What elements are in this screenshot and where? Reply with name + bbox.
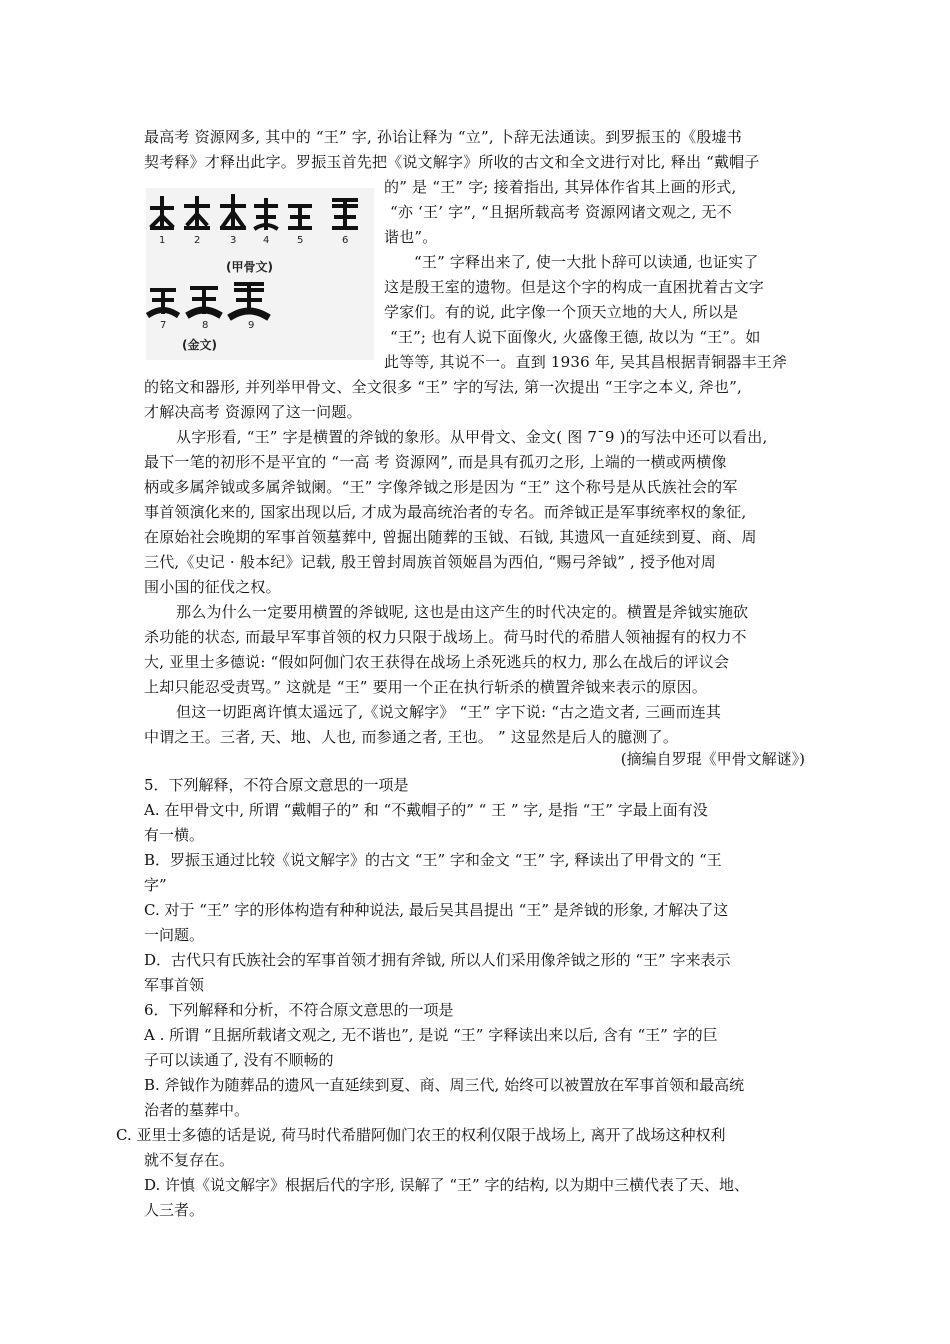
question-5-option-b-cont: 字” — [144, 876, 167, 894]
question-5-option-d-cont: 军事首领 — [144, 976, 205, 994]
passage-line: 中谓之王。三者, 天、地、人也, 而参通之者, 王也。 ” 这显然是后人的臆测了。 — [144, 728, 679, 746]
passage-line: 这是殷王室的遗物。但是这个字的构成一直困扰着古文字 — [384, 278, 765, 296]
question-6-option-d: D. 许慎《说文解字》根据后代的字形, 误解了 “王” 字的结构, 以为期中三横代表了天、地、 — [144, 1176, 749, 1194]
passage-line: 大, 亚里士多德说: “假如阿伽门农王获得在战场上杀死逃兵的权力, 那么在战后的评议会 — [144, 653, 730, 671]
question-5-option-b: B．罗振玉通过比较《说文解字》的古文 “王” 字和金文 “王” 字, 释读出了甲骨文的 “王 — [144, 851, 722, 869]
figure-number: 5 — [297, 235, 304, 246]
question-5-option-a: A. 在甲骨文中, 所谓 “戴帽子的” 和 “不戴帽子的” “ 王 ” 字, 是指 “王” 字最上面有没 — [144, 801, 708, 819]
question-6-option-b: B. 斧钺作为随葬品的遗风一直延续到夏、商、周三代, 始终可以被置放在军事首领和最高统 — [144, 1076, 745, 1094]
oracle-form-2 — [186, 198, 208, 228]
question-5-option-a-cont: 有一横。 — [144, 826, 205, 844]
question-5-option-c: C. 对于 “王” 字的形体构造有种种说法, 最后吴其昌提出 “王” 是斧钺的形象, 才解决了这 — [144, 901, 729, 919]
passage-line: 契考释》才释出此字。罗振玉首先把《说文解字》所收的古文和全文进行对比, 释出 “戴帽子 — [144, 153, 760, 171]
wang-character-figure — [146, 188, 374, 360]
passage-line: 最高考 资源网多, 其中的 “王” 字, 孙诒让释为 “立”, 卜辞无法通读。到罗振玉的《殷墟书 — [144, 128, 742, 146]
question-6-option-d-cont: 人三者。 — [144, 1201, 205, 1219]
passage-line: 柄或多属斧钺或多属斧钺阑。“王” 字像斧钺之形是因为 “王” 这个称号是从氏族社会的军 — [144, 478, 738, 496]
question-6-option-c-cont: 就不复存在。 — [144, 1151, 235, 1169]
figure-number: 2 — [194, 235, 201, 246]
question-5-option-d: D．古代只有氏族社会的军事首领才拥有斧钺, 所以人们采用像斧钺之形的 “王” 字来表示 — [144, 951, 731, 969]
passage-line: 那么为什么一定要用横置的斧钺呢, 这也是由这产生的时代决定的。横置是斧钺实施砍 — [176, 603, 749, 621]
passage-line: 上却只能忍受责骂。” 这就是 “王” 要用一个正在执行斩杀的横置斧钺来表示的原因。 — [144, 678, 708, 696]
passage-line: 谐也”。 — [384, 228, 438, 246]
oracle-form-5 — [290, 206, 310, 228]
question-6-option-c: C. 亚里士多德的话是说, 荷马时代希腊阿伽门农王的权利仅限于战场上, 离开了战场这种权利 — [116, 1126, 726, 1144]
passage-line: 此等等, 其说不一。直到 1936 年, 吴其昌根据青铜器丰王斧 — [384, 353, 788, 371]
figure-caption-bronze: (金文) — [182, 338, 217, 352]
passage-line: 事首领演化来的, 国家出现以后, 才成为最高统治者的专名。而斧钺正是军事统率权的象征, — [144, 503, 747, 521]
question-6-option-b-cont: 治者的墓葬中。 — [144, 1101, 250, 1119]
figure-number: 7 — [160, 320, 167, 331]
passage-line: 在原始社会晚期的军事首领墓葬中, 曾掘出随葬的玉钺、石钺, 其遗风一直延续到夏、商、周 — [144, 528, 757, 546]
bronze-form-7 — [150, 290, 176, 314]
passage-line: 围小国的征伐之权。 — [144, 578, 281, 596]
question-6-title: 6．下列解释和分析，不符合原文意思的一项是 — [144, 1001, 454, 1019]
oracle-form-1 — [152, 198, 172, 228]
bronze-form-8 — [190, 288, 218, 314]
passage-line: 的铭文和器形, 并列举甲骨文、全文很多 “王” 字的写法, 第一次提出 “王字之本义, 斧也”, — [144, 378, 742, 396]
oracle-form-3 — [222, 196, 244, 228]
figure-number: 1 — [159, 235, 166, 246]
passage-line: 但这一切距离许慎太遥远了,《说文解字》 “王” 字下说: “古之造文者, 三画而连其 — [176, 703, 722, 721]
passage-line: “亦 ‘王’ 字”, “且据所载高考 资源网诸文观之, 无不 — [390, 203, 732, 221]
passage-line: 三代,《史记 · 般本纪》记载, 殷王曾封周族首领姬昌为西伯, “赐弓斧钺” , 授予他对周 — [144, 553, 716, 571]
figure-number: 8 — [202, 320, 209, 331]
figure-number: 3 — [230, 235, 237, 246]
figure-number: 4 — [263, 235, 270, 246]
passage-line: 最下一笔的初形不是平宜的 “一高 考 资源网”, 而是具有孤刃之形, 上端的一横或两横像 — [144, 453, 727, 471]
passage-line: “王”; 也有人说下面像火, 火盛像王德, 故以为 “王”。如 — [390, 328, 761, 346]
passage-line: 的” 是 “王” 字; 接着指出, 其异体作省其上画的形式, — [384, 178, 737, 196]
bronze-form-9 — [232, 284, 266, 316]
passage-line: “王” 字释出来了, 使一大批卜辞可以读通, 也证实了 — [414, 253, 759, 271]
question-5-option-c-cont: 一问题。 — [144, 926, 205, 944]
passage-line: 才解决高考 资源网了这一问题。 — [144, 403, 362, 421]
question-6-option-a-cont: 子可以读通了, 没有不顺畅的 — [144, 1051, 334, 1069]
passage-line: 从字形看, “王” 字是横置的斧钺的象形。从甲骨文、金文( 图 7¯9 )的写法中还可以看出, — [176, 428, 768, 446]
passage-line: 学家们。有的说, 此字像一个顶天立地的大人, 所以是 — [384, 303, 739, 321]
passage-attribution: (摘编自罗琨《甲骨文解谜》) — [620, 750, 805, 768]
question-5-title: 5．下列解释，不符合原文意思的一项是 — [144, 776, 409, 794]
oracle-form-4 — [256, 200, 276, 228]
figure-caption-oracle: (甲骨文) — [226, 260, 273, 274]
passage-line: 杀功能的状态, 而最早军事首领的权力只限于战场上。荷马时代的希腊人领袖握有的权力不 — [144, 628, 747, 646]
question-6-option-a: A . 所谓 “且据所载诸文观之, 无不谐也”, 是说 “王” 字释读出来以后, 含有 “王” 字的巨 — [144, 1026, 718, 1044]
oracle-form-6 — [334, 200, 356, 228]
figure-number: 6 — [342, 235, 349, 246]
figure-number: 9 — [248, 320, 255, 331]
